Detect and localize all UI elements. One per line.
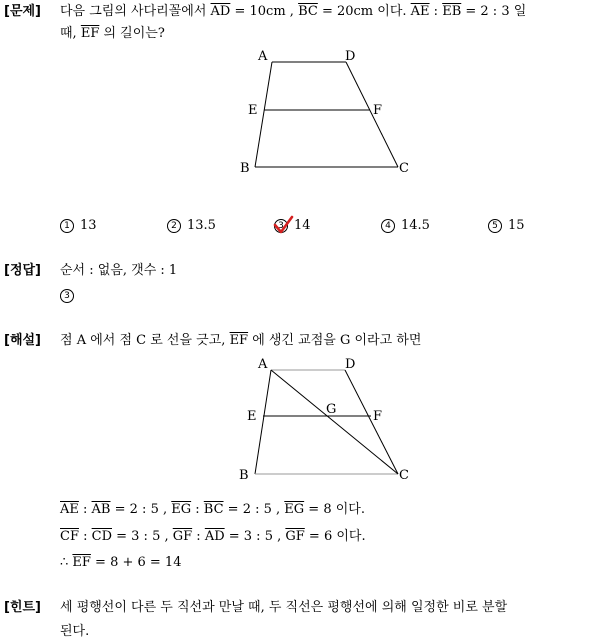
segment: $\overline{CF}$	[60, 529, 79, 544]
side-ab	[255, 62, 272, 167]
check-mark-icon	[272, 214, 294, 236]
label-b: B	[240, 161, 250, 176]
equation-line-2	[60, 529, 366, 545]
choice-5[interactable]	[488, 218, 525, 234]
choice-number: 5	[488, 219, 502, 233]
choice-4[interactable]	[381, 218, 430, 234]
answer-tag: [정답]	[4, 263, 41, 278]
segment: $\overline{AB}$	[91, 502, 111, 517]
label-a: A	[258, 49, 268, 64]
eq-text: :	[192, 529, 205, 544]
problem-text: 때,	[60, 26, 81, 41]
choice-text: 14.5	[401, 218, 430, 233]
eq-text: = 2 : 5 ,	[110, 502, 172, 517]
segment: $\overline{AE}$	[60, 502, 79, 517]
segment: $\overline{EG}$	[284, 502, 305, 517]
eq-text: = 2 : 5 ,	[223, 502, 285, 517]
eq-text: = 8 이다.	[304, 502, 365, 517]
segment-bc: $\overline{BC}$	[298, 4, 318, 19]
segment: $\overline{EF}$	[72, 555, 91, 570]
segment: $\overline{CD}$	[91, 529, 112, 544]
problem-text: = 2 : 3 일	[461, 4, 527, 19]
problem-text: = 20cm 이다.	[317, 4, 411, 19]
label-g-2: G	[326, 402, 337, 417]
choice-number: 1	[60, 219, 74, 233]
label-c: C	[399, 161, 409, 176]
label-d: D	[345, 49, 356, 64]
equation-line-1	[60, 502, 365, 518]
problem-text: = 10cm ,	[230, 4, 299, 19]
side-dc-2	[345, 370, 398, 474]
explanation-text: 점 A 에서 점 C 로 선을 긋고,	[60, 333, 230, 348]
eq-text: = 3 : 5 ,	[112, 529, 173, 544]
label-f: F	[373, 103, 383, 118]
eq-text: :	[78, 529, 92, 544]
choice-1[interactable]	[60, 218, 97, 234]
label-c-2: C	[399, 468, 409, 483]
segment: $\overline{EG}$	[171, 502, 192, 517]
choice-number: 3	[274, 219, 288, 233]
choice-text: 13.5	[187, 218, 216, 233]
problem-tag: [문제]	[4, 4, 41, 19]
choice-text: 15	[508, 218, 525, 233]
explanation-text: 에 생긴 교점을 G 이라고 하면	[248, 333, 422, 348]
choice-text: 13	[80, 218, 97, 233]
therefore-symbol: ∴	[60, 555, 73, 570]
segment-eb: $\overline{EB}$	[442, 4, 462, 19]
choice-number: 2	[167, 219, 181, 233]
choice-number: 4	[381, 219, 395, 233]
segment: $\overline{BC}$	[203, 502, 224, 517]
label-e-2: E	[247, 409, 257, 424]
label-e: E	[248, 103, 258, 118]
eq-text: :	[78, 502, 92, 517]
side-dc	[346, 62, 398, 167]
side-ab-2	[255, 370, 271, 474]
answer-value	[60, 288, 80, 304]
eq-text: = 3 : 5 ,	[224, 529, 286, 544]
segment-ef: $\overline{EF}$	[229, 333, 249, 348]
eq-text: = 6 이다.	[304, 529, 366, 544]
segment: $\overline{GF}$	[285, 529, 305, 544]
segment: $\overline{GF}$	[172, 529, 193, 544]
explanation-intro	[60, 333, 421, 349]
choice-2[interactable]	[167, 218, 216, 234]
problem-text: 다음 그림의 사다리꼴에서	[60, 4, 211, 19]
explanation-tag: [해설]	[4, 333, 41, 348]
label-b-2: B	[239, 468, 249, 483]
segment-ad: $\overline{AD}$	[210, 4, 231, 19]
segment-ef: $\overline{EF}$	[80, 26, 100, 41]
problem-text: :	[429, 4, 443, 19]
equation-line-3	[60, 555, 181, 571]
eq-text: = 8 + 6 = 14	[90, 555, 182, 570]
problem-text: 의 길이는?	[99, 26, 165, 41]
answer-number: 3	[60, 289, 74, 303]
label-a-2: A	[258, 357, 268, 372]
segment-ae: $\overline{AE}$	[410, 4, 430, 19]
eq-text: :	[191, 502, 204, 517]
hint-line-2: 된다.	[60, 624, 90, 639]
answer-order-count: 순서 : 없음, 갯수 : 1	[60, 263, 178, 278]
hint-tag: [힌트]	[4, 600, 41, 615]
choice-text: 14	[294, 218, 311, 233]
hint-line-1: 세 평행선이 다른 두 직선과 만날 때, 두 직선은 평행선에 의해 일정한 비로 분할	[60, 600, 508, 615]
segment: $\overline{AD}$	[204, 529, 225, 544]
label-d-2: D	[345, 357, 356, 372]
label-f-2: F	[373, 409, 383, 424]
